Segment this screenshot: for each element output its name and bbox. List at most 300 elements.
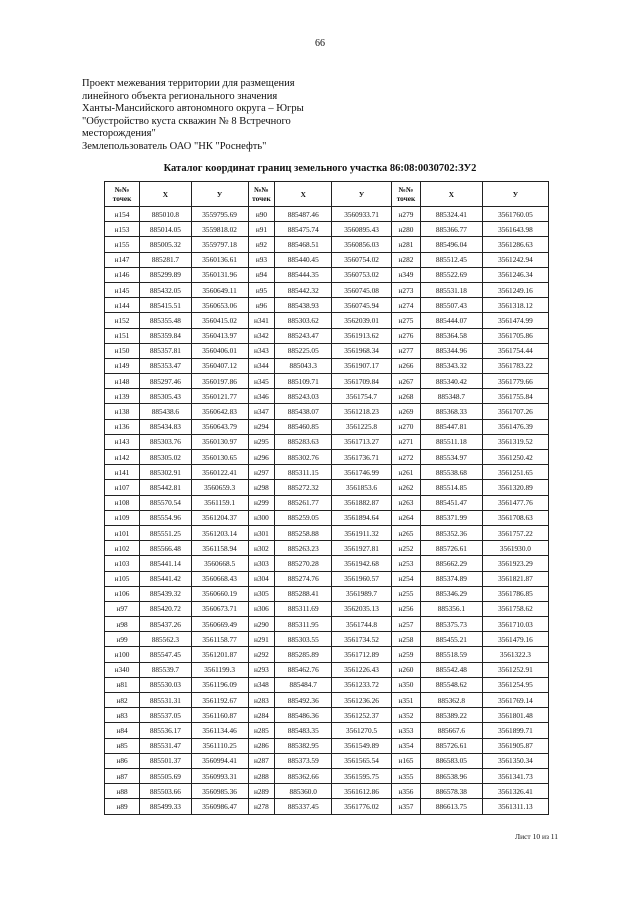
- table-cell: 3561270.5: [332, 723, 392, 738]
- table-cell: 3561192.67: [191, 693, 248, 708]
- table-row: [105, 708, 549, 723]
- table-cell: н283: [248, 693, 275, 708]
- header-line: Проект межевания территории для размещения: [82, 78, 295, 89]
- table-cell: 885005.32: [140, 237, 192, 252]
- table-cell: 885726.61: [420, 541, 482, 556]
- table-row: [105, 723, 549, 738]
- table-cell: 3560895.43: [332, 222, 392, 237]
- table-cell: 3561249.16: [482, 282, 548, 297]
- table-cell: 885353.47: [140, 358, 192, 373]
- table-cell: 885302.91: [140, 465, 192, 480]
- table-cell: 3561755.84: [482, 389, 548, 404]
- table-cell: 3561203.14: [191, 525, 248, 540]
- table-cell: н352: [392, 708, 421, 723]
- table-cell: 3561250.42: [482, 450, 548, 465]
- table-cell: 885475.74: [275, 222, 332, 237]
- column-header: У: [332, 182, 392, 207]
- table-cell: 3561927.81: [332, 541, 392, 556]
- table-cell: н108: [105, 495, 140, 510]
- table-cell: 885442.81: [140, 480, 192, 495]
- table-cell: 885536.17: [140, 723, 192, 738]
- table-cell: н138: [105, 404, 140, 419]
- table-cell: н101: [105, 525, 140, 540]
- table-row: [105, 738, 549, 753]
- page-number: 66: [315, 38, 325, 49]
- table-cell: н345: [248, 374, 275, 389]
- table-cell: 885438.07: [275, 404, 332, 419]
- table-cell: 3561160.87: [191, 708, 248, 723]
- table-cell: 3561326.41: [482, 784, 548, 799]
- project-header: [82, 78, 502, 154]
- table-cell: 3561319.52: [482, 434, 548, 449]
- table-cell: 885437.26: [140, 617, 192, 632]
- table-row: [105, 677, 549, 692]
- table-cell: 3561251.65: [482, 465, 548, 480]
- table-cell: 3561643.98: [482, 222, 548, 237]
- table-cell: н154: [105, 207, 140, 222]
- table-cell: 885512.45: [420, 252, 482, 267]
- table-cell: н269: [392, 404, 421, 419]
- table-cell: 3561911.32: [332, 525, 392, 540]
- header-line: "Обустройство куста скважин № 8 Встречного: [82, 115, 291, 127]
- table-cell: н97: [105, 601, 140, 616]
- table-cell: 3561736.71: [332, 450, 392, 465]
- table-cell: 3560660.19: [191, 586, 248, 601]
- table-cell: 3561882.87: [332, 495, 392, 510]
- table-cell: 3561712.89: [332, 647, 392, 662]
- table-cell: 3561776.02: [332, 799, 392, 814]
- table-cell: 3560413.97: [191, 328, 248, 343]
- table-cell: 885455.21: [420, 632, 482, 647]
- table-cell: 3560131.96: [191, 267, 248, 282]
- table-cell: 885484.7: [275, 677, 332, 692]
- column-header: №№ точек: [248, 182, 275, 207]
- table-cell: 3561853.6: [332, 480, 392, 495]
- table-cell: н281: [392, 237, 421, 252]
- table-cell: н342: [248, 328, 275, 343]
- table-cell: 3561710.03: [482, 617, 548, 632]
- table-cell: 886538.96: [420, 768, 482, 783]
- table-cell: 885531.47: [140, 738, 192, 753]
- table-cell: н100: [105, 647, 140, 662]
- table-cell: н285: [248, 723, 275, 738]
- table-cell: 886613.75: [420, 799, 482, 814]
- table-row: [105, 784, 549, 799]
- table-cell: 3561754.44: [482, 343, 548, 358]
- table-row: [105, 404, 549, 419]
- table-cell: н145: [105, 282, 140, 297]
- table-cell: 3560994.41: [191, 753, 248, 768]
- table-cell: 3561907.17: [332, 358, 392, 373]
- table-cell: н294: [248, 419, 275, 434]
- table-cell: 3561821.87: [482, 571, 548, 586]
- table-row: [105, 328, 549, 343]
- table-cell: 3560993.31: [191, 768, 248, 783]
- table-cell: 3560856.03: [332, 237, 392, 252]
- table-cell: 885258.88: [275, 525, 332, 540]
- table-cell: н271: [392, 434, 421, 449]
- table-row: [105, 465, 549, 480]
- table-cell: н155: [105, 237, 140, 252]
- table-cell: 885272.32: [275, 480, 332, 495]
- table-cell: 3561204.37: [191, 510, 248, 525]
- table-cell: 3561734.52: [332, 632, 392, 647]
- table-cell: 885440.45: [275, 252, 332, 267]
- table-cell: 885243.47: [275, 328, 332, 343]
- table-row: [105, 662, 549, 677]
- table-cell: 3561477.76: [482, 495, 548, 510]
- table-cell: 3561252.37: [332, 708, 392, 723]
- table-cell: 3560933.71: [332, 207, 392, 222]
- table-cell: н253: [392, 556, 421, 571]
- table-cell: 3559797.18: [191, 237, 248, 252]
- table-cell: 885537.05: [140, 708, 192, 723]
- table-cell: 885373.59: [275, 753, 332, 768]
- table-cell: 885462.76: [275, 662, 332, 677]
- table-cell: н296: [248, 450, 275, 465]
- catalog-title: Каталог координат границ земельного участка 86:08:0030702:ЗУ2: [163, 163, 477, 174]
- table-row: [105, 632, 549, 647]
- table-cell: 885439.32: [140, 586, 192, 601]
- table-cell: 885014.05: [140, 222, 192, 237]
- table-cell: н351: [392, 693, 421, 708]
- table-cell: н349: [392, 267, 421, 282]
- table-cell: 885534.97: [420, 450, 482, 465]
- table-cell: н354: [392, 738, 421, 753]
- table-cell: н346: [248, 389, 275, 404]
- table-cell: 885501.37: [140, 753, 192, 768]
- table-cell: 3561350.34: [482, 753, 548, 768]
- table-cell: н278: [248, 799, 275, 814]
- table-cell: 885499.33: [140, 799, 192, 814]
- table-cell: 3560673.71: [191, 601, 248, 616]
- table-cell: 3560986.47: [191, 799, 248, 814]
- table-cell: 3561246.34: [482, 267, 548, 282]
- table-cell: 885667.6: [420, 723, 482, 738]
- table-row: [105, 252, 549, 267]
- table-cell: 885566.48: [140, 541, 192, 556]
- table-cell: 885444.35: [275, 267, 332, 282]
- table-cell: н304: [248, 571, 275, 586]
- table-row: [105, 207, 549, 222]
- table-cell: 885374.89: [420, 571, 482, 586]
- table-cell: 3561134.46: [191, 723, 248, 738]
- table-cell: 885548.62: [420, 677, 482, 692]
- table-cell: н143: [105, 434, 140, 449]
- table-cell: 885311.95: [275, 617, 332, 632]
- table-cell: н136: [105, 419, 140, 434]
- table-cell: н341: [248, 313, 275, 328]
- table-row: [105, 647, 549, 662]
- table-cell: н89: [105, 799, 140, 814]
- table-row: [105, 480, 549, 495]
- table-cell: 885415.51: [140, 298, 192, 313]
- table-cell: н149: [105, 358, 140, 373]
- table-cell: 3561252.91: [482, 662, 548, 677]
- table-cell: 3561989.7: [332, 586, 392, 601]
- table-cell: 3561320.89: [482, 480, 548, 495]
- table-cell: н261: [392, 465, 421, 480]
- table-cell: н279: [392, 207, 421, 222]
- table-cell: 3561196.09: [191, 677, 248, 692]
- table-row: [105, 343, 549, 358]
- table-cell: н257: [392, 617, 421, 632]
- table-cell: 885375.73: [420, 617, 482, 632]
- table-row: [105, 450, 549, 465]
- table-cell: н282: [392, 252, 421, 267]
- table-cell: 885355.48: [140, 313, 192, 328]
- table-row: [105, 799, 549, 814]
- table-cell: н94: [248, 267, 275, 282]
- table-cell: 3561225.8: [332, 419, 392, 434]
- table-cell: н288: [248, 768, 275, 783]
- table-row: [105, 571, 549, 586]
- table-cell: 885344.96: [420, 343, 482, 358]
- table-cell: 885447.81: [420, 419, 482, 434]
- table-cell: 885364.58: [420, 328, 482, 343]
- table-cell: н151: [105, 328, 140, 343]
- table-cell: н340: [105, 662, 140, 677]
- table-cell: 885297.46: [140, 374, 192, 389]
- table-cell: 3560659.3: [191, 480, 248, 495]
- table-row: [105, 419, 549, 434]
- table-cell: 885442.32: [275, 282, 332, 297]
- table-cell: 885531.18: [420, 282, 482, 297]
- table-cell: 885261.77: [275, 495, 332, 510]
- table-cell: 3561960.57: [332, 571, 392, 586]
- sheet-info: Лист 10 из 11: [515, 832, 559, 841]
- table-cell: 885562.3: [140, 632, 192, 647]
- table-cell: 885483.35: [275, 723, 332, 738]
- table-cell: н86: [105, 753, 140, 768]
- table-cell: 3561199.3: [191, 662, 248, 677]
- table-cell: 3560407.12: [191, 358, 248, 373]
- table-cell: н93: [248, 252, 275, 267]
- table-cell: н262: [392, 480, 421, 495]
- table-cell: 3561786.85: [482, 586, 548, 601]
- table-cell: 885382.95: [275, 738, 332, 753]
- table-cell: н355: [392, 768, 421, 783]
- table-cell: н95: [248, 282, 275, 297]
- table-cell: н266: [392, 358, 421, 373]
- table-cell: 3561968.34: [332, 343, 392, 358]
- table-cell: 3561218.23: [332, 404, 392, 419]
- table-cell: 3561746.99: [332, 465, 392, 480]
- table-cell: 3561612.86: [332, 784, 392, 799]
- table-cell: 885486.36: [275, 708, 332, 723]
- table-cell: 3561758.62: [482, 601, 548, 616]
- table-cell: 885662.29: [420, 556, 482, 571]
- table-cell: н147: [105, 252, 140, 267]
- table-row: [105, 768, 549, 783]
- table-cell: 885441.42: [140, 571, 192, 586]
- table-cell: 885299.89: [140, 267, 192, 282]
- table-cell: 885359.84: [140, 328, 192, 343]
- table-cell: 3560753.02: [332, 267, 392, 282]
- table-cell: 885311.69: [275, 601, 332, 616]
- table-cell: н276: [392, 328, 421, 343]
- table-cell: н107: [105, 480, 140, 495]
- table-cell: 3561476.39: [482, 419, 548, 434]
- table-cell: 885420.72: [140, 601, 192, 616]
- table-cell: 885511.18: [420, 434, 482, 449]
- table-cell: 3560643.79: [191, 419, 248, 434]
- table-cell: н301: [248, 525, 275, 540]
- table-cell: 3561899.71: [482, 723, 548, 738]
- table-cell: н165: [392, 753, 421, 768]
- table-cell: н299: [248, 495, 275, 510]
- table-row: [105, 282, 549, 297]
- table-row: [105, 617, 549, 632]
- table-cell: 3561322.3: [482, 647, 548, 662]
- table-cell: н291: [248, 632, 275, 647]
- table-cell: 3561242.94: [482, 252, 548, 267]
- table-cell: 3560745.94: [332, 298, 392, 313]
- table-cell: 3560130.65: [191, 450, 248, 465]
- table-cell: 3560122.41: [191, 465, 248, 480]
- table-cell: н254: [392, 571, 421, 586]
- table-cell: 885362.8: [420, 693, 482, 708]
- table-cell: н298: [248, 480, 275, 495]
- table-cell: 885357.81: [140, 343, 192, 358]
- table-row: [105, 389, 549, 404]
- table-row: [105, 298, 549, 313]
- table-cell: н256: [392, 601, 421, 616]
- table-cell: 3560745.08: [332, 282, 392, 297]
- table-cell: 885531.31: [140, 693, 192, 708]
- table-cell: 885311.15: [275, 465, 332, 480]
- table-cell: н105: [105, 571, 140, 586]
- table-cell: н305: [248, 586, 275, 601]
- table-cell: 885109.71: [275, 374, 332, 389]
- table-cell: 885302.76: [275, 450, 332, 465]
- table-cell: 3561565.54: [332, 753, 392, 768]
- table-cell: н148: [105, 374, 140, 389]
- table-cell: 3561341.73: [482, 768, 548, 783]
- table-row: [105, 374, 549, 389]
- header-line: Ханты-Мансийского автономного округа – Югры: [82, 103, 304, 115]
- table-cell: 885303.55: [275, 632, 332, 647]
- table-cell: н98: [105, 617, 140, 632]
- table-row: [105, 358, 549, 373]
- table-cell: н290: [248, 617, 275, 632]
- table-cell: н141: [105, 465, 140, 480]
- table-cell: н146: [105, 267, 140, 282]
- table-cell: 885547.45: [140, 647, 192, 662]
- table-cell: 3561905.87: [482, 738, 548, 753]
- table-cell: 885432.05: [140, 282, 192, 297]
- table-cell: 885303.62: [275, 313, 332, 328]
- table-cell: 3561705.86: [482, 328, 548, 343]
- table-cell: 885554.96: [140, 510, 192, 525]
- table-cell: 3561930.0: [482, 541, 548, 556]
- table-cell: 885288.41: [275, 586, 332, 601]
- table-cell: н303: [248, 556, 275, 571]
- table-row: [105, 237, 549, 252]
- table-cell: н300: [248, 510, 275, 525]
- table-cell: 3561783.22: [482, 358, 548, 373]
- coordinates-table: [104, 181, 549, 815]
- column-header: X: [420, 182, 482, 207]
- table-cell: 885451.47: [420, 495, 482, 510]
- table-cell: н103: [105, 556, 140, 571]
- table-cell: н82: [105, 693, 140, 708]
- table-cell: н92: [248, 237, 275, 252]
- table-cell: н270: [392, 419, 421, 434]
- table-cell: 885505.69: [140, 768, 192, 783]
- table-row: [105, 267, 549, 282]
- table-cell: 885514.85: [420, 480, 482, 495]
- table-cell: 3561754.7: [332, 389, 392, 404]
- table-cell: 885726.61: [420, 738, 482, 753]
- table-cell: 3561233.72: [332, 677, 392, 692]
- table-cell: 3560415.02: [191, 313, 248, 328]
- table-cell: н302: [248, 541, 275, 556]
- table-cell: н267: [392, 374, 421, 389]
- table-cell: 3560121.77: [191, 389, 248, 404]
- table-cell: н350: [392, 677, 421, 692]
- table-cell: 885305.43: [140, 389, 192, 404]
- table-header-row: [105, 182, 549, 207]
- table-cell: 885337.45: [275, 799, 332, 814]
- table-cell: 885460.85: [275, 419, 332, 434]
- table-cell: 885438.6: [140, 404, 192, 419]
- table-cell: 885468.51: [275, 237, 332, 252]
- table-row: [105, 753, 549, 768]
- table-cell: н252: [392, 541, 421, 556]
- table-cell: н274: [392, 298, 421, 313]
- table-cell: 886583.05: [420, 753, 482, 768]
- table-cell: 3560649.11: [191, 282, 248, 297]
- table-row: [105, 556, 549, 571]
- table-cell: 3561757.22: [482, 525, 548, 540]
- table-cell: 3561707.26: [482, 404, 548, 419]
- table-cell: н356: [392, 784, 421, 799]
- table-cell: 885389.22: [420, 708, 482, 723]
- table-cell: н84: [105, 723, 140, 738]
- table-cell: 3562035.13: [332, 601, 392, 616]
- table-cell: 885542.48: [420, 662, 482, 677]
- table-cell: 3561318.12: [482, 298, 548, 313]
- table-cell: 3561779.66: [482, 374, 548, 389]
- table-cell: н153: [105, 222, 140, 237]
- table-cell: 3559795.69: [191, 207, 248, 222]
- table-cell: н277: [392, 343, 421, 358]
- table-cell: 885487.46: [275, 207, 332, 222]
- table-cell: н88: [105, 784, 140, 799]
- table-cell: н259: [392, 647, 421, 662]
- table-cell: 3560130.97: [191, 434, 248, 449]
- table-cell: 885538.68: [420, 465, 482, 480]
- table-cell: 885324.41: [420, 207, 482, 222]
- table-row: [105, 313, 549, 328]
- table-cell: н91: [248, 222, 275, 237]
- column-header: У: [191, 182, 248, 207]
- column-header: №№ точек: [105, 182, 140, 207]
- table-cell: 885346.29: [420, 586, 482, 601]
- table-cell: 885444.07: [420, 313, 482, 328]
- table-cell: 3561474.99: [482, 313, 548, 328]
- table-cell: 3560197.86: [191, 374, 248, 389]
- table-cell: н344: [248, 358, 275, 373]
- table-cell: 3560669.49: [191, 617, 248, 632]
- table-cell: 3561744.8: [332, 617, 392, 632]
- table-cell: 3560668.43: [191, 571, 248, 586]
- table-cell: 3561226.43: [332, 662, 392, 677]
- table-cell: 3560136.61: [191, 252, 248, 267]
- table-cell: 885441.14: [140, 556, 192, 571]
- table-cell: н306: [248, 601, 275, 616]
